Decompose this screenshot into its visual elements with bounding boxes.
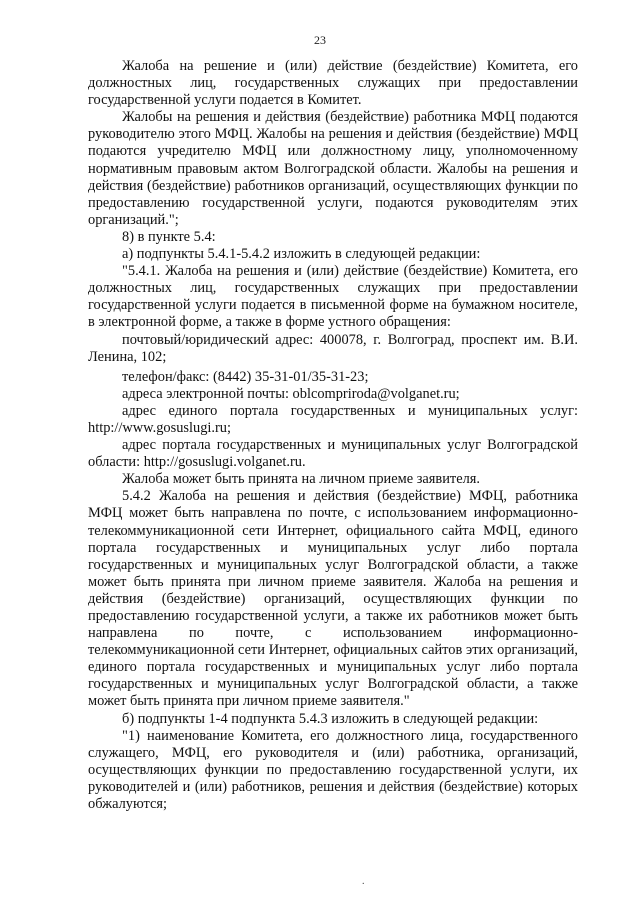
paragraph-postal-address: почтовый/юридический адрес: 400078, г. Волгоград, проспект им. В.И. Ленина, 102; xyxy=(88,331,578,365)
paragraph-5-4-1: "5.4.1. Жалоба на решения и (или) действие (бездействие) Комитета, его должностных лиц, государственных служащих при предоставлении государственной услуги подается в письменной форме на бумажном носителе, в электронной форме, а также в форме устного обращения: xyxy=(88,263,578,331)
paragraph-subitem-a: а) подпункты 5.4.1-5.4.2 изложить в следующей редакции: xyxy=(122,246,481,263)
paragraph-subitem-b: б) подпункты 1-4 подпункта 5.4.3 изложить в следующей редакции: xyxy=(122,710,539,727)
paragraph-item-8: 8) в пункте 5.4: xyxy=(122,228,216,245)
paragraph-regional-portal: адрес портала государственных и муниципальных услуг Волгоградской области: http://gosuslugi.volganet.ru. xyxy=(88,437,578,471)
paragraph-gosuslugi-portal: адрес единого портала государственных и муниципальных услуг: http://www.gosuslugi.ru; xyxy=(88,402,578,436)
paragraph-5-4-2: 5.4.2 Жалоба на решения и действия (бездействие) МФЦ, работника МФЦ может быть направлена по почте, с использованием информационно-телекоммуникационной сети Интернет, официального сайта МФЦ, единого портала государственных и муниципальных услуг либо портала государственных и муниципальных услуг Волгоградской области, а также может быть принята при личном приеме заявителя. Жалоба на решения и действия (бездействие) организаций, осуществляющих функции по предоставлению государственной услуги, а также их работников может быть направлена по почте, с использованием информационно-телекоммуникационной сети Интернет, официальных сайтов этих организаций, единого портала государственных и муниципальных услуг либо портала государственных и муниципальных услуг Волгоградской области, а также может быть принята при личном приеме заявителя." xyxy=(88,488,578,710)
document-body xyxy=(88,58,578,813)
paragraph-complaint-committee: Жалоба на решение и (или) действие (бездействие) Комитета, его должностных лиц, государственных служащих при предоставлении государственной услуги подается в Комитет. xyxy=(88,58,578,109)
paragraph-email: адреса электронной почты: oblcompriroda@volganet.ru; xyxy=(122,385,460,402)
footer-mark: . xyxy=(362,876,365,887)
paragraph-phone: телефон/факс: (8442) 35-31-01/35-31-23; xyxy=(122,368,369,385)
paragraph-complaint-mfc: Жалобы на решения и действия (бездействие) работника МФЦ подаются руководителю этого МФЦ. Жалобы на решения и действия (бездействие) МФЦ подаются учредителю МФЦ или должностному лицу, уполномоченному нормативным правовым актом Волгоградской области. Жалобы на решения и действия (бездействие) работников организаций, осуществляющих функции по предоставлению государственной услуги, подаются руководителям этих организаций."; xyxy=(88,109,578,228)
paragraph-personal-reception: Жалоба может быть принята на личном приеме заявителя. xyxy=(122,471,480,488)
page-number: 23 xyxy=(314,33,326,47)
paragraph-item-1: "1) наименование Комитета, его должностного лица, государственного служащего, МФЦ, его руководителя и (или) работника, организаций, осуществляющих функции по предоставлению государственной услуги, их руководителей и (или) работников, решения и действия (бездействие) которых обжалуются; xyxy=(88,727,578,813)
